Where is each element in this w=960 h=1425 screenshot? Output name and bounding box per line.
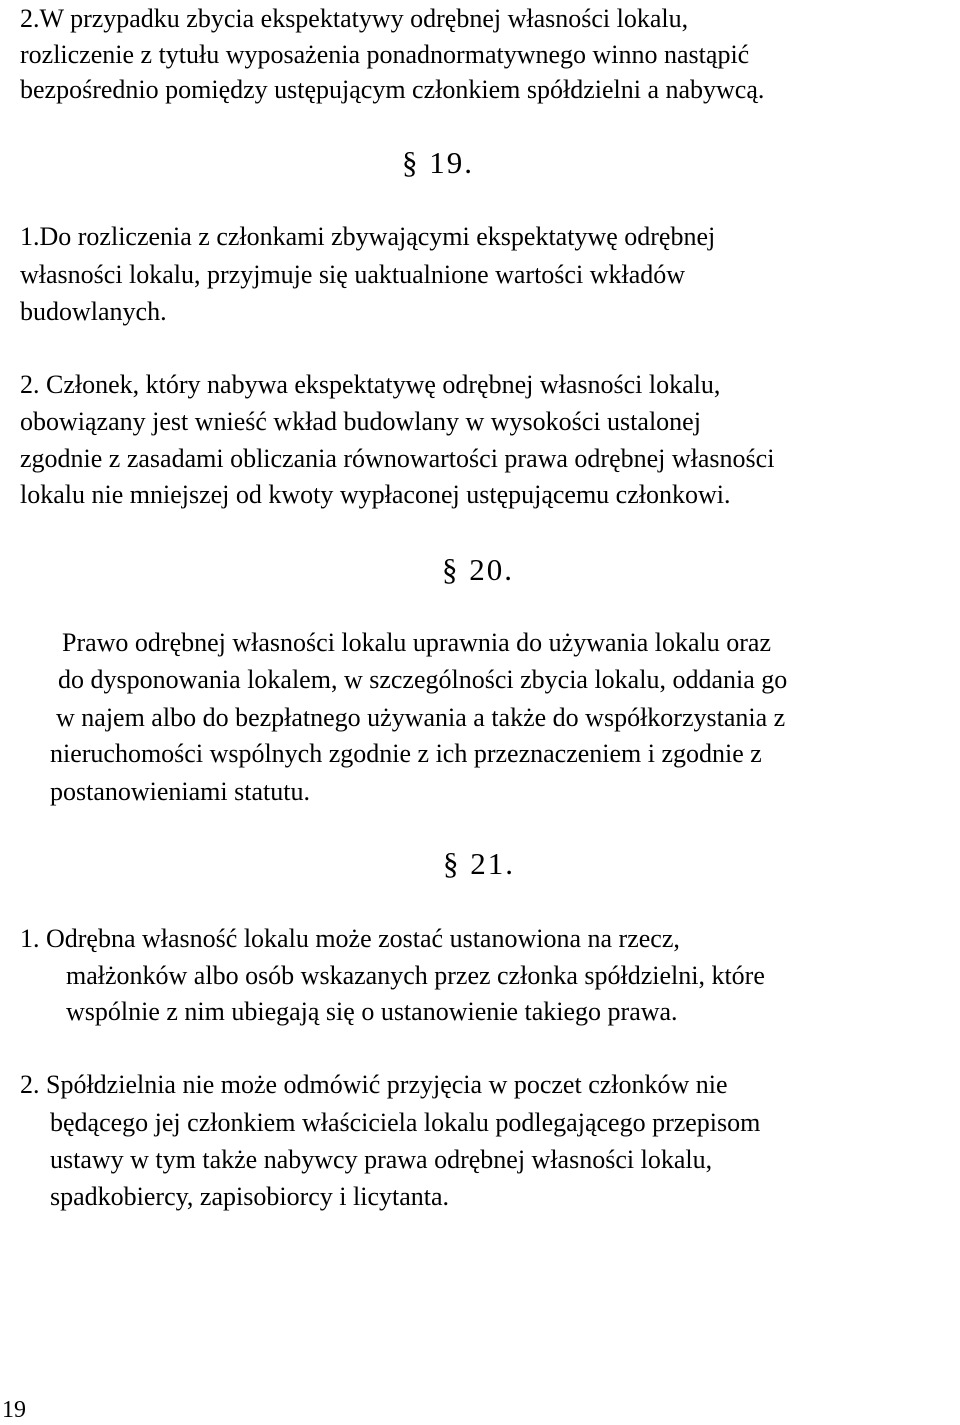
paragraph-line: zgodnie z zasadami obliczania równowartości prawa odrębnej własności bbox=[20, 444, 775, 473]
paragraph-line: ustawy w tym także nabywcy prawa odrębnej własności lokalu, bbox=[50, 1145, 713, 1174]
section-heading-19: § 19. bbox=[402, 145, 474, 180]
paragraph-line: w najem albo do bezpłatnego używania a także do współkorzystania z bbox=[56, 703, 786, 732]
page-number: 19 bbox=[2, 1397, 26, 1423]
paragraph-line: nieruchomości wspólnych zgodnie z ich przeznaczeniem i zgodnie z bbox=[50, 739, 762, 768]
paragraph-line: małżonków albo osób wskazanych przez członka spółdzielni, które bbox=[66, 961, 765, 990]
paragraph-line: własności lokalu, przyjmuje się uaktualnione wartości wkładów bbox=[20, 260, 686, 289]
paragraph-line: 1. Odrębna własność lokalu może zostać ustanowiona na rzecz, bbox=[20, 924, 680, 953]
paragraph-line: budowlanych. bbox=[20, 297, 167, 326]
paragraph-line: 2. Członek, który nabywa ekspektatywę odrębnej własności lokalu, bbox=[20, 370, 721, 399]
paragraph-line: bezpośrednio pomiędzy ustępującym członkiem spółdzielni a nabywcą. bbox=[20, 75, 765, 104]
paragraph-line: rozliczenie z tytułu wyposażenia ponadnormatywnego winno nastąpić bbox=[20, 40, 750, 69]
paragraph-line: 1.Do rozliczenia z członkami zbywającymi ekspektatywę odrębnej bbox=[20, 222, 716, 251]
paragraph-line: 2.W przypadku zbycia ekspektatywy odrębnej własności lokalu, bbox=[20, 4, 689, 33]
paragraph-line: spadkobiercy, zapisobiorcy i licytanta. bbox=[50, 1182, 450, 1211]
paragraph-line: 2. Spółdzielnia nie może odmówić przyjęcia w poczet członków nie bbox=[20, 1070, 728, 1099]
section-heading-20: § 20. bbox=[442, 552, 514, 587]
paragraph-line: będącego jej członkiem właściciela lokalu podlegającego przepisom bbox=[50, 1108, 761, 1137]
paragraph-line: do dysponowania lokalem, w szczególności zbycia lokalu, oddania go bbox=[58, 665, 788, 694]
paragraph-line: lokalu nie mniejszej od kwoty wypłaconej ustępującemu członkowi. bbox=[20, 480, 731, 509]
paragraph-line: postanowieniami statutu. bbox=[50, 777, 310, 806]
paragraph-line: wspólnie z nim ubiegają się o ustanowienie takiego prawa. bbox=[66, 997, 678, 1026]
section-heading-21: § 21. bbox=[443, 846, 515, 881]
paragraph-line: Prawo odrębnej własności lokalu uprawnia do używania lokalu oraz bbox=[62, 628, 772, 657]
paragraph-line: obowiązany jest wnieść wkład budowlany w wysokości ustalonej bbox=[20, 407, 701, 436]
